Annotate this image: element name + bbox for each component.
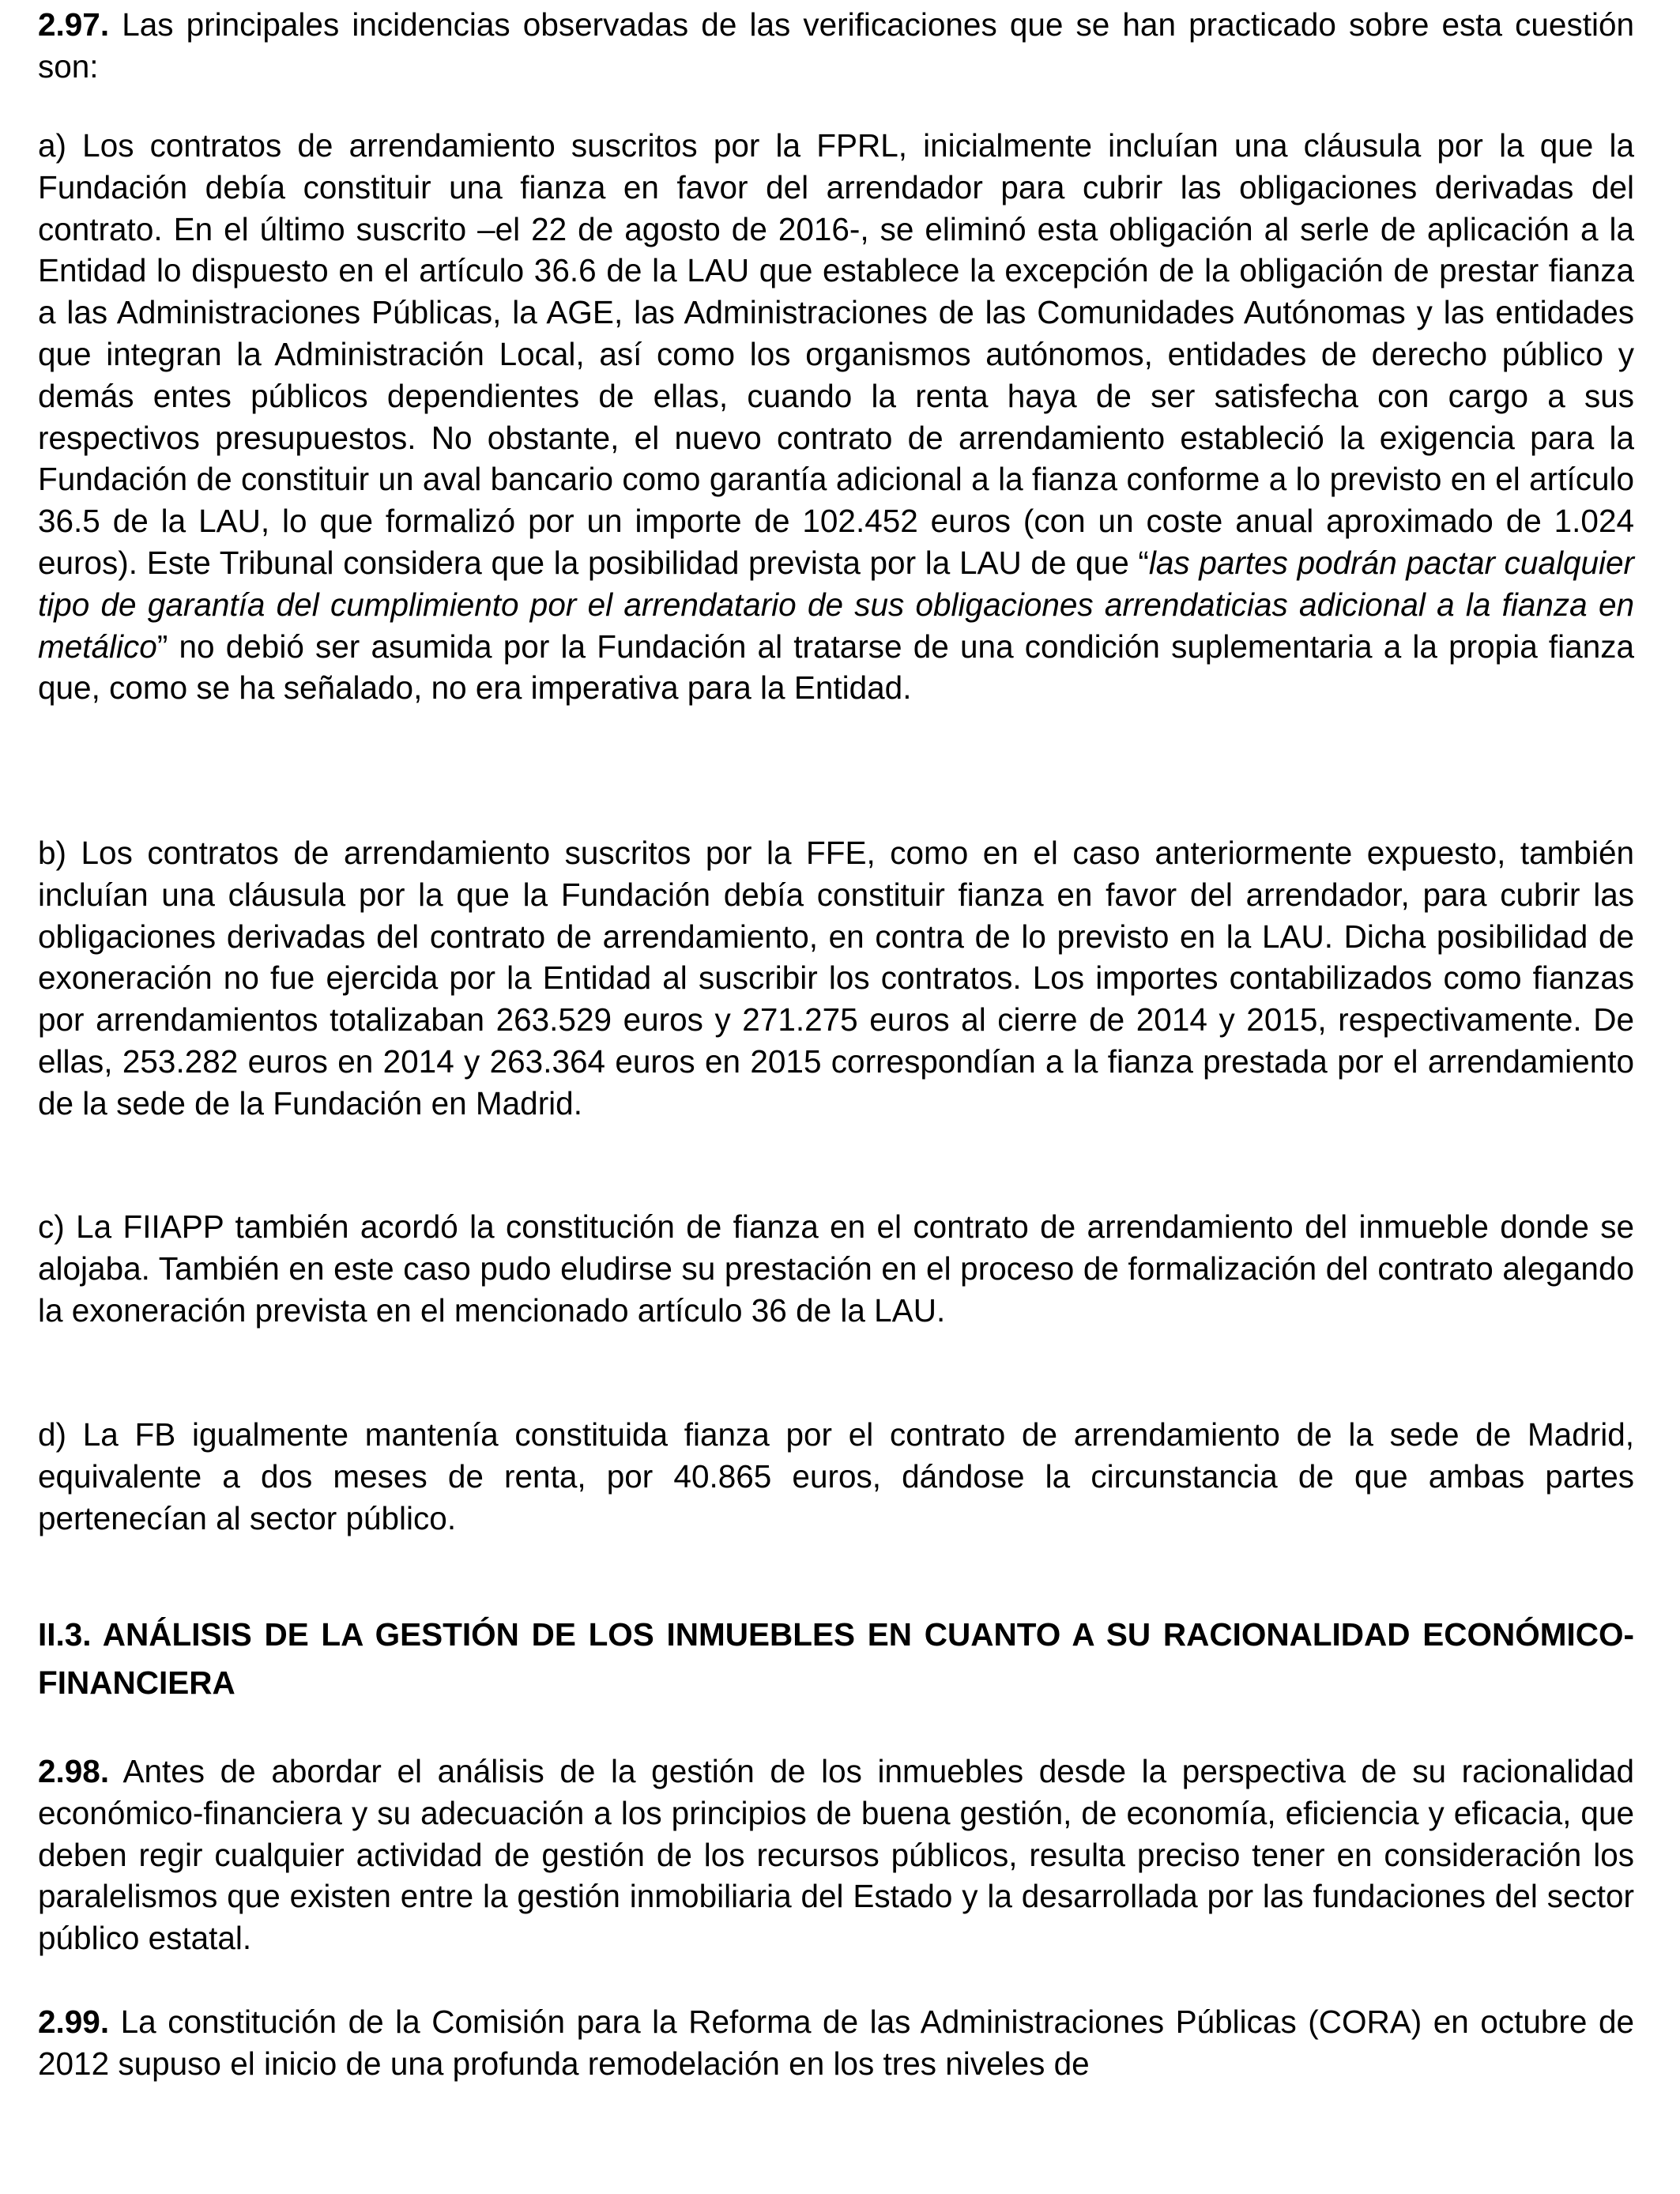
section-number: II.3.	[38, 1616, 92, 1653]
paragraph-2-98	[38, 1751, 1634, 1959]
paragraph-text: La constitución de la Comisión para la Reforma de las Administraciones Públicas (CORA) en octubre de 2012 supuso el inicio de una profunda remodelación en los tres niveles de	[38, 2004, 1634, 2082]
paragraph-number: 2.97.	[38, 6, 110, 43]
paragraph-text: Las principales incidencias observadas de las verificaciones que se han practicado sobre esta cuestión son:	[38, 6, 1634, 85]
paragraph-text: d) La FB igualmente mantenía constituida fianza por el contrato de arrendamiento de la sede de Madrid, equivalente a dos meses de renta, por 40.865 euros, dándose la circunstancia de que ambas partes pertenecían al sector público.	[38, 1416, 1634, 1536]
paragraph-d	[38, 1414, 1634, 1539]
paragraph-text: a) Los contratos de arrendamiento suscritos por la FPRL, inicialmente incluían una cláusula por la que la Fundación debía constituir una fianza en favor del arrendador para cubrir las obligaciones derivadas del contrato. En el último suscrito –el 22 de agosto de 2016-, se eliminó esta obligación al serle de aplicación a la Entidad lo dispuesto en el artículo 36.6 de la LAU que establece la excepción de la obligación de prestar fianza a las Administraciones Públicas, la AGE, las Administraciones de las Comunidades Autónomas y las entidades que integran la Administración Local, así como los organismos autónomos, entidades de derecho público y demás entes públicos dependientes de ellas, cuando la renta haya de ser satisfecha con cargo a sus respectivos presupuestos. No obstante, el nuevo contrato de arrendamiento estableció la exigencia para la Fundación de constituir un aval bancario como garantía adicional a la fianza conforme a lo previsto en el artículo 36.5 de la LAU, lo que formalizó por un importe de 102.452 euros (con un coste anual aproximado de 1.024 euros). Este Tribunal considera que la posibilidad prevista por la LAU de que “	[38, 127, 1634, 581]
quoted-text: las partes podrán pactar cualquier tipo de garantía del cumplimiento por el arrendatario de sus obligaciones arrendaticias adicional a la fianza en metálico	[38, 544, 1634, 665]
paragraph-b	[38, 832, 1634, 1125]
paragraph-number: 2.98.	[38, 1753, 110, 1789]
section-title: ANÁLISIS DE LA GESTIÓN DE LOS INMUEBLES EN CUANTO A SU RACIONALIDAD ECONÓMICO-FINANCIERA	[38, 1616, 1634, 1701]
paragraph-a	[38, 125, 1634, 709]
paragraph-text: Antes de abordar el análisis de la gestión de los inmuebles desde la perspectiva de su racionalidad económico-financiera y su adecuación a los principios de buena gestión, de economía, eficiencia y eficacia, que deben regir cualquier actividad de gestión de los recursos públicos, resulta preciso tener en consideración los paralelismos que existen entre la gestión inmobiliaria del Estado y la desarrollada por las fundaciones del sector público estatal.	[38, 1753, 1634, 1957]
paragraph-c	[38, 1206, 1634, 1331]
paragraph-text-continued: ” no debió ser asumida por la Fundación al tratarse de una condición suplementaria a la propia fianza que, como se ha señalado, no era imperativa para la Entidad.	[38, 628, 1634, 707]
paragraph-text: c) La FIIAPP también acordó la constitución de fianza en el contrato de arrendamiento del inmueble donde se alojaba. También en este caso pudo eludirse su prestación en el proceso de formalización del contrato alegando la exoneración prevista en el mencionado artículo 36 de la LAU.	[38, 1208, 1634, 1329]
paragraph-number: 2.99.	[38, 2004, 110, 2040]
paragraph-2-97	[38, 4, 1634, 88]
section-heading	[38, 1611, 1634, 1707]
paragraph-2-99	[38, 2001, 1634, 2085]
paragraph-text: b) Los contratos de arrendamiento suscritos por la FFE, como en el caso anteriormente expuesto, también incluían una cláusula por la que la Fundación debía constituir fianza en favor del arrendador, para cubrir las obligaciones derivadas del contrato de arrendamiento, en contra de lo previsto en la LAU. Dicha posibilidad de exoneración no fue ejercida por la Entidad al suscribir los contratos. Los importes contabilizados como fianzas por arrendamientos totalizaban 263.529 euros y 271.275 euros al cierre de 2014 y 2015, respectivamente. De ellas, 253.282 euros en 2014 y 263.364 euros en 2015 correspondían a la fianza prestada por el arrendamiento de la sede de la Fundación en Madrid.	[38, 835, 1634, 1122]
